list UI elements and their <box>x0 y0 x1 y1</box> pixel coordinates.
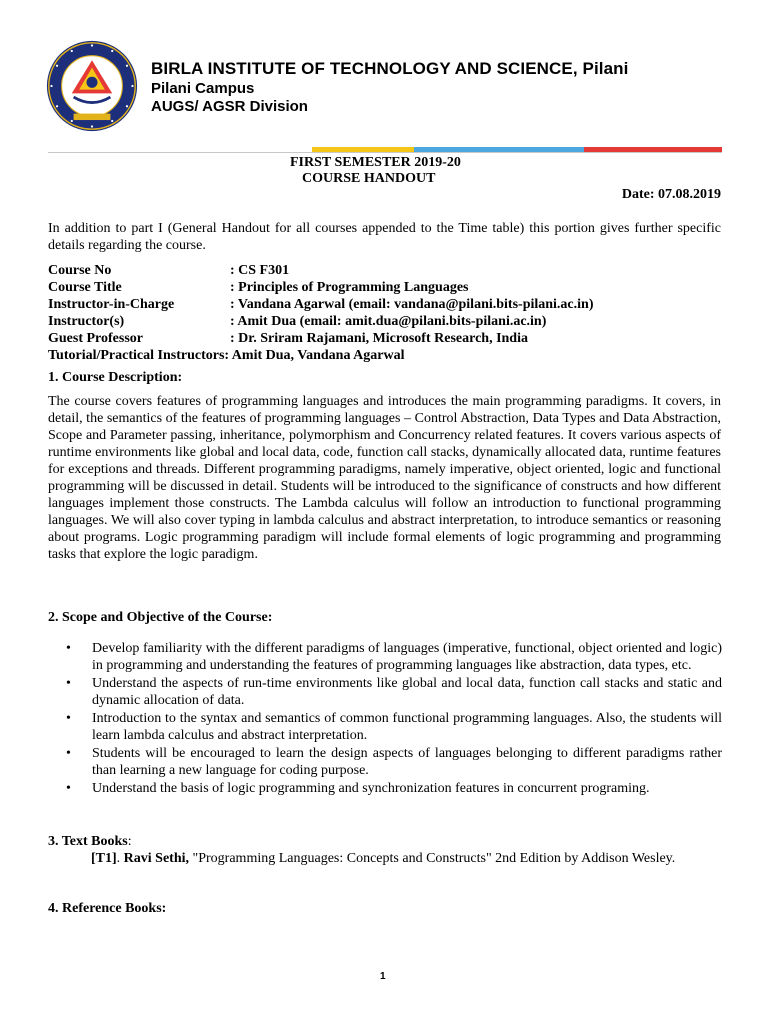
course-info-value: : Vandana Agarwal (email: vandana@pilani.bits-pilani.ac.in) <box>230 297 594 312</box>
section-heading-text: 3. Text Books <box>48 834 128 849</box>
text-book-separator: . <box>116 851 124 866</box>
list-item <box>66 710 722 744</box>
course-info-label: Instructor-in-Charge <box>48 297 175 312</box>
course-info-label: Guest Professor <box>48 331 143 346</box>
list-item-text: Develop familiarity with the different paradigms of languages (imperative, functional, object oriented and logic) in programming and understanding the features of programming languages like abstraction, data types, etc. <box>92 641 722 673</box>
section-heading-text-books <box>48 834 132 850</box>
course-info-label: Instructor(s) <box>48 314 125 329</box>
campus-name: Pilani Campus <box>151 80 255 97</box>
division-name: AUGS/ AGSR Division <box>151 98 308 115</box>
text-book-title: "Programming Languages: Concepts and Constructs" 2nd Edition by Addison Wesley. <box>189 851 676 866</box>
header-divider <box>48 152 722 153</box>
list-item <box>66 675 722 709</box>
institute-logo-icon <box>46 40 138 132</box>
course-info-label: Course Title <box>48 280 122 295</box>
list-item-text: Understand the aspects of run-time environments like global and local data, function call stacks and static and dynamic allocation of data. <box>92 676 722 708</box>
course-info-value: : Principles of Programming Languages <box>230 280 469 295</box>
list-item-text: Understand the basis of logic programming and synchronization features in concurrent programing. <box>92 781 650 796</box>
tutorial-instructors-text: Tutorial/Practical Instructors: Amit Dua, Vandana Agarwal <box>48 348 405 363</box>
section-heading-reference-books: 4. Reference Books: <box>48 901 167 916</box>
list-item <box>66 640 722 674</box>
list-item <box>66 745 722 779</box>
bullet-icon: • <box>66 641 71 656</box>
course-description-paragraph: The course covers features of programming languages and introduces the main programming paradigms. It covers, in detail, the semantics of the features of programming languages – Control Abstraction, Data Types and Data Abstraction, Scope and Parameter passing, inheritance, polymorphism and Concurrency related features. It covers various aspects of runtime environments like global and local data, code, function call stacks, dynamically allocated data, runtime features for exceptions and threads. Different programming paradigms, namely imperative, object oriented, logic and functional programming will be discussed in detail. Students will be introduced to the significance of constructs and how different languages implement those constructs. The Lambda calculus will follow an introduction to functional programming languages. We will also cover typing in lambda calculus and abstract interpretation, to introduce semantics or reasoning about programs. Logic programming paradigm will include formal elements of logic programming and programming tasks that explore the logic paradigm. <box>48 394 721 562</box>
list-item-text: Introduction to the syntax and semantics of common functional programming languages. Also, the students will learn lambda calculus and abstract interpretation. <box>92 711 722 743</box>
list-item-text: Students will be encouraged to learn the design aspects of languages belonging to different paradigms rather than learning a new language for coding purpose. <box>92 746 722 778</box>
bullet-icon: • <box>66 676 71 691</box>
text-book-entry <box>91 849 721 869</box>
handout-date: Date: 07.08.2019 <box>621 187 721 202</box>
bullet-icon: • <box>66 746 71 761</box>
institute-name: BIRLA INSTITUTE OF TECHNOLOGY AND SCIENCE, Pilani <box>151 59 629 78</box>
course-info-value: : CS F301 <box>230 263 290 278</box>
course-info-value: : Amit Dua (email: amit.dua@pilani.bits-pilani.ac.in) <box>230 314 547 329</box>
semester-title: FIRST SEMESTER 2019-20 <box>290 155 461 170</box>
page-number: 1 <box>380 971 386 982</box>
bullet-icon: • <box>66 711 71 726</box>
section-heading-course-description: 1. Course Description: <box>48 370 183 385</box>
course-info-label: Course No <box>48 263 112 278</box>
handout-title: COURSE HANDOUT <box>302 171 436 186</box>
intro-paragraph: In addition to part I (General Handout for all courses appended to the Time table) this portion gives further specific details regarding the course. <box>48 221 721 253</box>
list-item <box>66 780 722 797</box>
text-book-tag: [T1] <box>91 851 117 866</box>
bullet-icon: • <box>66 781 71 796</box>
objective-list <box>66 640 722 798</box>
course-info-value: : Dr. Sriram Rajamani, Microsoft Research, India <box>230 331 528 346</box>
text-book-author: Ravi Sethi, <box>123 851 190 866</box>
heading-colon: : <box>127 834 132 849</box>
section-heading-scope-objective: 2. Scope and Objective of the Course: <box>48 610 273 625</box>
